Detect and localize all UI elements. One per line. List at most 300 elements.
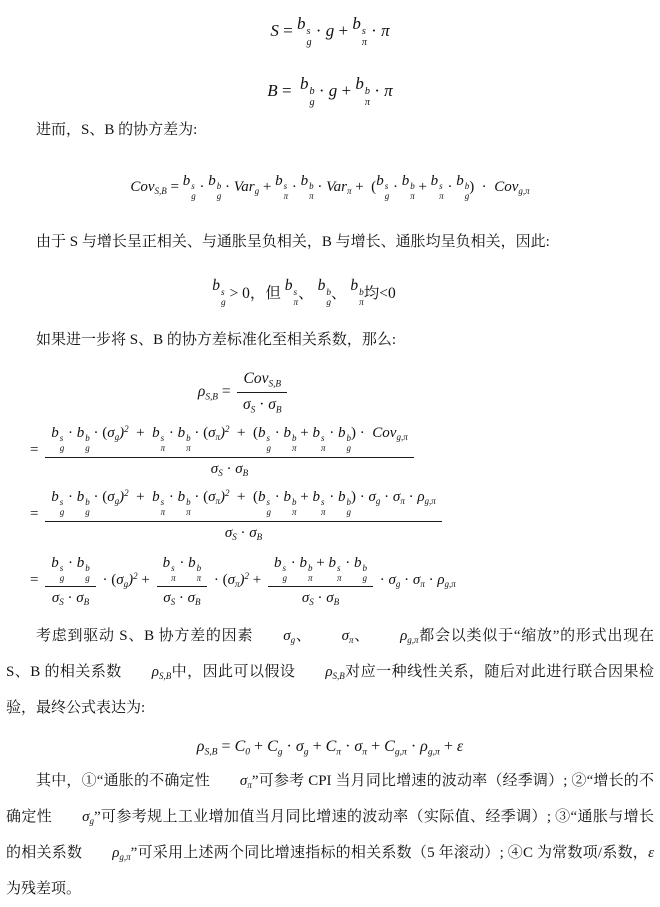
text-run: · bbox=[63, 590, 77, 607]
text-run: · bbox=[311, 20, 326, 40]
math-base: Cov bbox=[372, 424, 397, 441]
math-sub-term bbox=[228, 572, 240, 589]
math-subscript: π bbox=[359, 297, 364, 308]
math-script-stack bbox=[197, 564, 202, 583]
math-superscript: b bbox=[308, 563, 313, 574]
math-sub-term bbox=[208, 489, 220, 506]
text-run: 都会以类似于“缩放”的形式出现在 S、B 的相关系数 bbox=[6, 627, 654, 680]
math-supsub-term bbox=[51, 425, 64, 454]
text-run: = bbox=[277, 80, 301, 100]
math-subscript: S bbox=[309, 597, 314, 608]
math-superscript: s bbox=[439, 181, 443, 192]
formula-b bbox=[6, 74, 654, 108]
math-subscript: B bbox=[256, 531, 263, 542]
math-base: b bbox=[76, 554, 85, 571]
math-base: ρ bbox=[196, 737, 205, 755]
math-supsub-term bbox=[51, 555, 64, 584]
math-superscript: b bbox=[186, 433, 191, 444]
math-subscript: B bbox=[83, 597, 90, 608]
text-run: + bbox=[308, 738, 326, 756]
math-superscript: b bbox=[346, 433, 352, 444]
math-sub-term bbox=[208, 425, 220, 442]
math-sub-term bbox=[295, 654, 344, 690]
text-run: = bbox=[166, 178, 183, 195]
math-sub-term bbox=[82, 835, 130, 871]
text-run: · bbox=[282, 738, 296, 756]
math-base: Cov bbox=[243, 369, 269, 387]
para-notes bbox=[6, 763, 654, 907]
math-fraction bbox=[45, 488, 442, 542]
math-subscript: g bbox=[266, 506, 272, 517]
math-subscript: g bbox=[216, 191, 222, 202]
text-run: · bbox=[325, 424, 339, 441]
math-subscript: S bbox=[218, 467, 223, 478]
text-run: 其中，①“通胀的不确定性 bbox=[36, 772, 210, 789]
math-variable: g bbox=[328, 80, 338, 100]
math-base: b bbox=[152, 424, 160, 441]
math-subscript: g bbox=[85, 442, 90, 453]
math-subscript: g bbox=[346, 506, 352, 517]
math-variable: π bbox=[384, 80, 393, 100]
math-supsub-term bbox=[274, 555, 287, 584]
math-sub-term bbox=[326, 179, 351, 196]
math-base: ) bbox=[128, 572, 134, 589]
text-run: 均<0 bbox=[363, 285, 396, 303]
text-run: + bbox=[334, 20, 353, 40]
math-superscript: b bbox=[464, 181, 470, 192]
math-base: b bbox=[76, 424, 85, 441]
math-supsub-term bbox=[402, 173, 415, 202]
math-superscript: b bbox=[410, 181, 415, 192]
math-sub-term bbox=[312, 618, 354, 654]
math-supsub-term bbox=[301, 173, 314, 202]
text-run: 对应一种线性关系，随后对此进行联合因果检验，最终公式表达为: bbox=[6, 663, 654, 716]
text-run: · bbox=[380, 488, 393, 505]
math-subscript: g bbox=[220, 297, 226, 308]
math-superscript: s bbox=[361, 25, 366, 37]
math-base: b bbox=[350, 277, 359, 295]
math-sub-term bbox=[420, 738, 440, 757]
text-run: ”可采用上述两个同比增速指标的相关系数（5 年滚动）; ④C 为常数项/系数， bbox=[130, 844, 649, 861]
math-sub-term bbox=[188, 590, 201, 607]
fraction-denominator bbox=[243, 393, 282, 416]
math-base: σ bbox=[187, 590, 196, 607]
math-subscript: g,π bbox=[394, 745, 407, 757]
math-supsub-term bbox=[208, 173, 221, 202]
text-run: 、 bbox=[295, 627, 312, 644]
text-run: > 0，但 bbox=[225, 285, 285, 303]
math-subscript: π bbox=[362, 745, 368, 757]
math-sup-term bbox=[128, 572, 138, 589]
math-sup-term bbox=[220, 489, 230, 506]
math-sub-term bbox=[369, 489, 381, 506]
math-subscript: π bbox=[309, 191, 314, 202]
math-base: b bbox=[212, 277, 220, 295]
text-run: 、 bbox=[330, 285, 351, 303]
text-run: + bbox=[414, 178, 431, 195]
para-intro-cov bbox=[6, 116, 654, 145]
math-subscript: π bbox=[308, 572, 313, 583]
math-supsub-term bbox=[285, 277, 298, 308]
math-sup-term bbox=[240, 572, 250, 589]
math-base: σ bbox=[268, 396, 276, 414]
math-fraction bbox=[268, 554, 373, 608]
math-superscript: 2 bbox=[225, 424, 230, 435]
text-run: · bbox=[406, 738, 421, 756]
math-subscript: g bbox=[362, 572, 368, 583]
text-run: = bbox=[217, 383, 235, 401]
text-run: · ( bbox=[210, 572, 228, 589]
math-subscript: g,π bbox=[396, 432, 408, 443]
math-sub-term bbox=[296, 738, 309, 757]
math-subscript: g,π bbox=[444, 579, 456, 590]
text-run: 由于 S 与增长呈正相关、与通胀呈负相关，B 与增长、通胀均呈负相关，因此: bbox=[36, 233, 550, 250]
math-base: b bbox=[355, 73, 364, 93]
math-superscript: s bbox=[59, 563, 64, 574]
text-run: + bbox=[259, 178, 276, 195]
math-supsub-term bbox=[431, 173, 444, 202]
text-run: + bbox=[367, 738, 385, 756]
math-base: b bbox=[51, 424, 59, 441]
math-subscript: S,B bbox=[204, 745, 218, 757]
math-superscript: b bbox=[326, 287, 331, 298]
math-sub-term bbox=[326, 590, 339, 607]
math-subscript: g bbox=[114, 432, 120, 443]
text-run: + bbox=[296, 424, 313, 441]
math-base: ) bbox=[239, 572, 245, 589]
math-subscript: B bbox=[195, 597, 201, 608]
math-sup-term bbox=[119, 425, 129, 442]
math-supsub-term bbox=[313, 489, 326, 518]
math-subscript: B bbox=[275, 405, 282, 416]
math-sub-term bbox=[210, 763, 252, 799]
math-subscript: π bbox=[292, 506, 297, 517]
text-run: · bbox=[271, 488, 284, 505]
math-base: σ bbox=[239, 772, 248, 789]
math-supsub-term bbox=[352, 14, 367, 48]
math-subscript: π bbox=[361, 36, 367, 48]
math-sub-term bbox=[52, 799, 94, 835]
text-run: + ( bbox=[229, 424, 259, 441]
math-superscript: b bbox=[186, 497, 191, 508]
math-supsub-term bbox=[329, 555, 342, 584]
math-sub-term bbox=[389, 572, 401, 589]
text-run: · ( bbox=[98, 572, 117, 589]
math-base: C bbox=[234, 737, 246, 755]
para-scaling bbox=[6, 618, 654, 726]
math-sub-term bbox=[413, 572, 425, 589]
math-supsub-term bbox=[178, 425, 191, 454]
formula-b-signs bbox=[0, 277, 628, 308]
math-subscript: π bbox=[215, 432, 221, 443]
math-script-stack bbox=[363, 564, 368, 583]
math-base: b bbox=[283, 424, 292, 441]
text-run: ) · bbox=[469, 178, 495, 195]
text-run: · bbox=[341, 554, 355, 571]
text-run: = bbox=[217, 738, 235, 756]
math-base: b bbox=[300, 173, 309, 190]
math-subscript: g bbox=[306, 36, 312, 48]
math-base: b bbox=[152, 488, 160, 505]
text-run: · bbox=[325, 488, 339, 505]
math-superscript: b bbox=[216, 181, 222, 192]
math-subscript: g bbox=[395, 579, 401, 590]
text-run: · bbox=[175, 590, 188, 607]
math-subscript: π bbox=[410, 191, 415, 202]
math-subscript: g bbox=[464, 191, 470, 202]
math-supsub-term bbox=[313, 425, 326, 454]
math-subscript: g bbox=[384, 191, 390, 202]
text-run: · bbox=[341, 738, 355, 756]
math-sub-term bbox=[107, 425, 119, 442]
math-superscript: s bbox=[220, 287, 225, 298]
math-superscript: 2 bbox=[124, 424, 129, 435]
math-subscript: g bbox=[59, 442, 65, 453]
math-base: Var bbox=[233, 178, 255, 195]
math-variable: B bbox=[267, 80, 278, 100]
text-run: · bbox=[443, 178, 457, 195]
math-base: σ bbox=[107, 488, 115, 505]
math-subscript: π bbox=[283, 191, 289, 202]
formula-s bbox=[6, 14, 654, 48]
text-run: ) · bbox=[351, 488, 369, 505]
math-subscript: g,π bbox=[518, 186, 530, 197]
math-supsub-term bbox=[284, 489, 297, 518]
math-base: σ bbox=[82, 808, 90, 825]
math-superscript: b bbox=[196, 563, 202, 574]
math-base: b bbox=[258, 424, 266, 441]
math-superscript: s bbox=[160, 497, 165, 508]
math-sub-term bbox=[243, 370, 281, 390]
math-base: ρ bbox=[400, 627, 408, 644]
text-run: · bbox=[271, 424, 284, 441]
math-sub-term bbox=[372, 425, 407, 442]
math-subscript: S bbox=[170, 597, 176, 608]
math-base: σ bbox=[354, 737, 363, 755]
math-subscript: g,π bbox=[424, 495, 436, 506]
math-subscript: π bbox=[349, 634, 354, 645]
text-run: + bbox=[128, 424, 153, 441]
math-base: ρ bbox=[197, 382, 206, 400]
math-sub-term bbox=[116, 572, 128, 589]
math-subscript: π bbox=[321, 506, 326, 517]
math-superscript: b bbox=[292, 497, 297, 508]
math-sup-term bbox=[119, 489, 129, 506]
math-supsub-term bbox=[338, 425, 351, 454]
math-base: σ bbox=[326, 590, 334, 607]
text-run: · ( bbox=[89, 488, 108, 505]
text-run: · bbox=[370, 80, 385, 100]
text-run: · bbox=[376, 572, 389, 589]
math-supsub-term bbox=[300, 74, 315, 108]
text-run: = bbox=[278, 20, 297, 40]
text-run: = bbox=[30, 572, 43, 589]
math-subscript: g bbox=[123, 579, 129, 590]
math-subscript: π bbox=[364, 96, 370, 108]
math-superscript: s bbox=[171, 563, 175, 574]
text-run: + bbox=[296, 488, 313, 505]
math-superscript: s bbox=[293, 287, 298, 298]
math-superscript: b bbox=[85, 497, 90, 508]
math-superscript: s bbox=[191, 181, 195, 192]
math-subscript: π bbox=[439, 191, 444, 202]
math-base: b bbox=[296, 14, 306, 33]
math-base: σ bbox=[227, 572, 236, 589]
math-subscript: π bbox=[235, 579, 240, 590]
fraction-numerator bbox=[45, 554, 96, 588]
math-superscript: s bbox=[321, 497, 325, 508]
math-supsub-term bbox=[152, 425, 165, 454]
math-sub-term bbox=[211, 461, 223, 478]
math-fraction bbox=[157, 554, 208, 608]
text-run: + bbox=[439, 738, 457, 756]
math-base: Var bbox=[326, 178, 347, 195]
math-subscript: π bbox=[247, 779, 252, 790]
text-run: + bbox=[128, 488, 153, 505]
math-subscript: π bbox=[292, 442, 297, 453]
math-sup-term bbox=[220, 425, 230, 442]
math-base: ) bbox=[220, 424, 226, 441]
math-subscript: 0 bbox=[245, 745, 251, 757]
math-base: ρ bbox=[112, 844, 120, 861]
text-run: + bbox=[137, 572, 154, 589]
math-subscript: g bbox=[277, 745, 283, 757]
math-base: b bbox=[430, 173, 439, 190]
math-subscript: π bbox=[321, 442, 326, 453]
math-sub-term bbox=[76, 590, 89, 607]
math-base: b bbox=[338, 488, 346, 505]
text-run: + bbox=[312, 554, 329, 571]
text-run: · bbox=[389, 178, 402, 195]
math-subscript: g bbox=[254, 186, 260, 197]
math-superscript: b bbox=[364, 85, 370, 97]
math-superscript: b bbox=[362, 563, 368, 574]
math-base: σ bbox=[51, 590, 60, 607]
math-base: σ bbox=[243, 396, 251, 414]
math-supsub-term bbox=[163, 555, 176, 584]
math-subscript: S,B bbox=[158, 670, 172, 681]
math-base: σ bbox=[76, 590, 84, 607]
math-subscript: π bbox=[420, 579, 425, 590]
text-run: · ( bbox=[190, 488, 209, 505]
math-sub-term bbox=[384, 738, 407, 757]
text-run: ”可参考规上工业增加值当月同比增速的波动率（实际值、经季调）; ③“通胀与增长的相关系数 bbox=[6, 808, 654, 861]
math-base: b bbox=[51, 488, 59, 505]
math-subscript: π bbox=[186, 506, 191, 517]
math-base: σ bbox=[301, 590, 310, 607]
math-base: σ bbox=[341, 627, 350, 644]
text-run: 如果进一步将 S、B 的协方差标准化至相关系数，那么: bbox=[36, 331, 397, 348]
math-subscript: S bbox=[59, 597, 64, 608]
math-base: b bbox=[376, 173, 384, 190]
math-subscript: g bbox=[290, 634, 296, 645]
text-run: · bbox=[165, 424, 178, 441]
math-subscript: π bbox=[293, 297, 299, 308]
math-supsub-term bbox=[355, 74, 370, 108]
math-sub-term bbox=[225, 525, 237, 542]
text-run: · bbox=[314, 80, 329, 100]
fraction-denominator bbox=[225, 522, 262, 542]
math-base: ρ bbox=[151, 663, 159, 680]
math-subscript: π bbox=[337, 572, 342, 583]
math-base: b bbox=[352, 14, 361, 33]
text-run: = bbox=[30, 442, 43, 459]
math-supsub-term bbox=[183, 173, 196, 202]
math-subscript: π bbox=[171, 572, 176, 583]
text-run: 、 bbox=[353, 627, 371, 644]
math-base: ρ bbox=[437, 572, 445, 589]
math-subscript: g bbox=[85, 506, 90, 517]
math-base: C bbox=[325, 737, 337, 755]
math-subscript: S,B bbox=[332, 670, 345, 681]
math-superscript: s bbox=[283, 181, 288, 192]
math-subscript: S bbox=[250, 405, 256, 416]
math-supsub-term bbox=[338, 489, 351, 518]
math-script-stack bbox=[85, 564, 90, 583]
math-base: σ bbox=[295, 737, 304, 755]
math-sub-term bbox=[107, 489, 119, 506]
text-run: · bbox=[195, 178, 209, 195]
formula-line-4 bbox=[6, 554, 654, 608]
formula-regression bbox=[6, 738, 654, 757]
fraction-numerator bbox=[45, 488, 442, 522]
math-base: b bbox=[299, 554, 308, 571]
math-base: σ bbox=[208, 488, 216, 505]
math-subscript: π bbox=[400, 495, 405, 506]
formula-rho-def bbox=[0, 369, 568, 416]
math-supsub-term bbox=[51, 489, 64, 518]
math-supsub-term bbox=[318, 277, 331, 308]
math-sub-term bbox=[235, 461, 248, 478]
math-subscript: g bbox=[114, 495, 120, 506]
math-base: b bbox=[177, 488, 186, 505]
math-sub-term bbox=[393, 489, 405, 506]
math-sub-term bbox=[326, 738, 341, 757]
math-base: σ bbox=[224, 524, 233, 541]
math-sub-term bbox=[437, 572, 455, 589]
math-subscript: g,π bbox=[407, 634, 419, 645]
math-superscript: s bbox=[266, 433, 271, 444]
formula-cov bbox=[6, 173, 654, 202]
text-run: + ( bbox=[229, 488, 259, 505]
math-subscript: g bbox=[191, 191, 196, 202]
math-variable: π bbox=[381, 20, 390, 40]
math-subscript: g bbox=[282, 572, 288, 583]
text-run: · bbox=[64, 488, 77, 505]
math-subscript: B bbox=[242, 467, 249, 478]
math-base: b bbox=[328, 554, 336, 571]
math-subscript: g bbox=[85, 572, 90, 583]
text-run: ”可参考 CPI 当月同比增速的波动率（经季调）; ②“增长的不确定性 bbox=[6, 772, 654, 825]
math-base: ) bbox=[119, 488, 125, 505]
math-sub-term bbox=[354, 738, 367, 757]
math-sub-term bbox=[370, 618, 418, 654]
math-base: Cov bbox=[494, 178, 519, 195]
math-base: ) bbox=[119, 424, 125, 441]
math-base: b bbox=[354, 554, 362, 571]
text-run: 进而，S、B 的协方差为: bbox=[36, 121, 198, 138]
math-superscript: s bbox=[59, 433, 64, 444]
math-superscript: b bbox=[292, 433, 297, 444]
math-base: b bbox=[401, 173, 410, 190]
text-run: · bbox=[221, 178, 234, 195]
math-variable: S bbox=[270, 20, 279, 40]
math-supsub-term bbox=[275, 173, 288, 202]
math-base: b bbox=[177, 424, 186, 441]
text-run: · bbox=[400, 572, 413, 589]
text-run: · bbox=[64, 554, 77, 571]
math-base: σ bbox=[368, 488, 376, 505]
